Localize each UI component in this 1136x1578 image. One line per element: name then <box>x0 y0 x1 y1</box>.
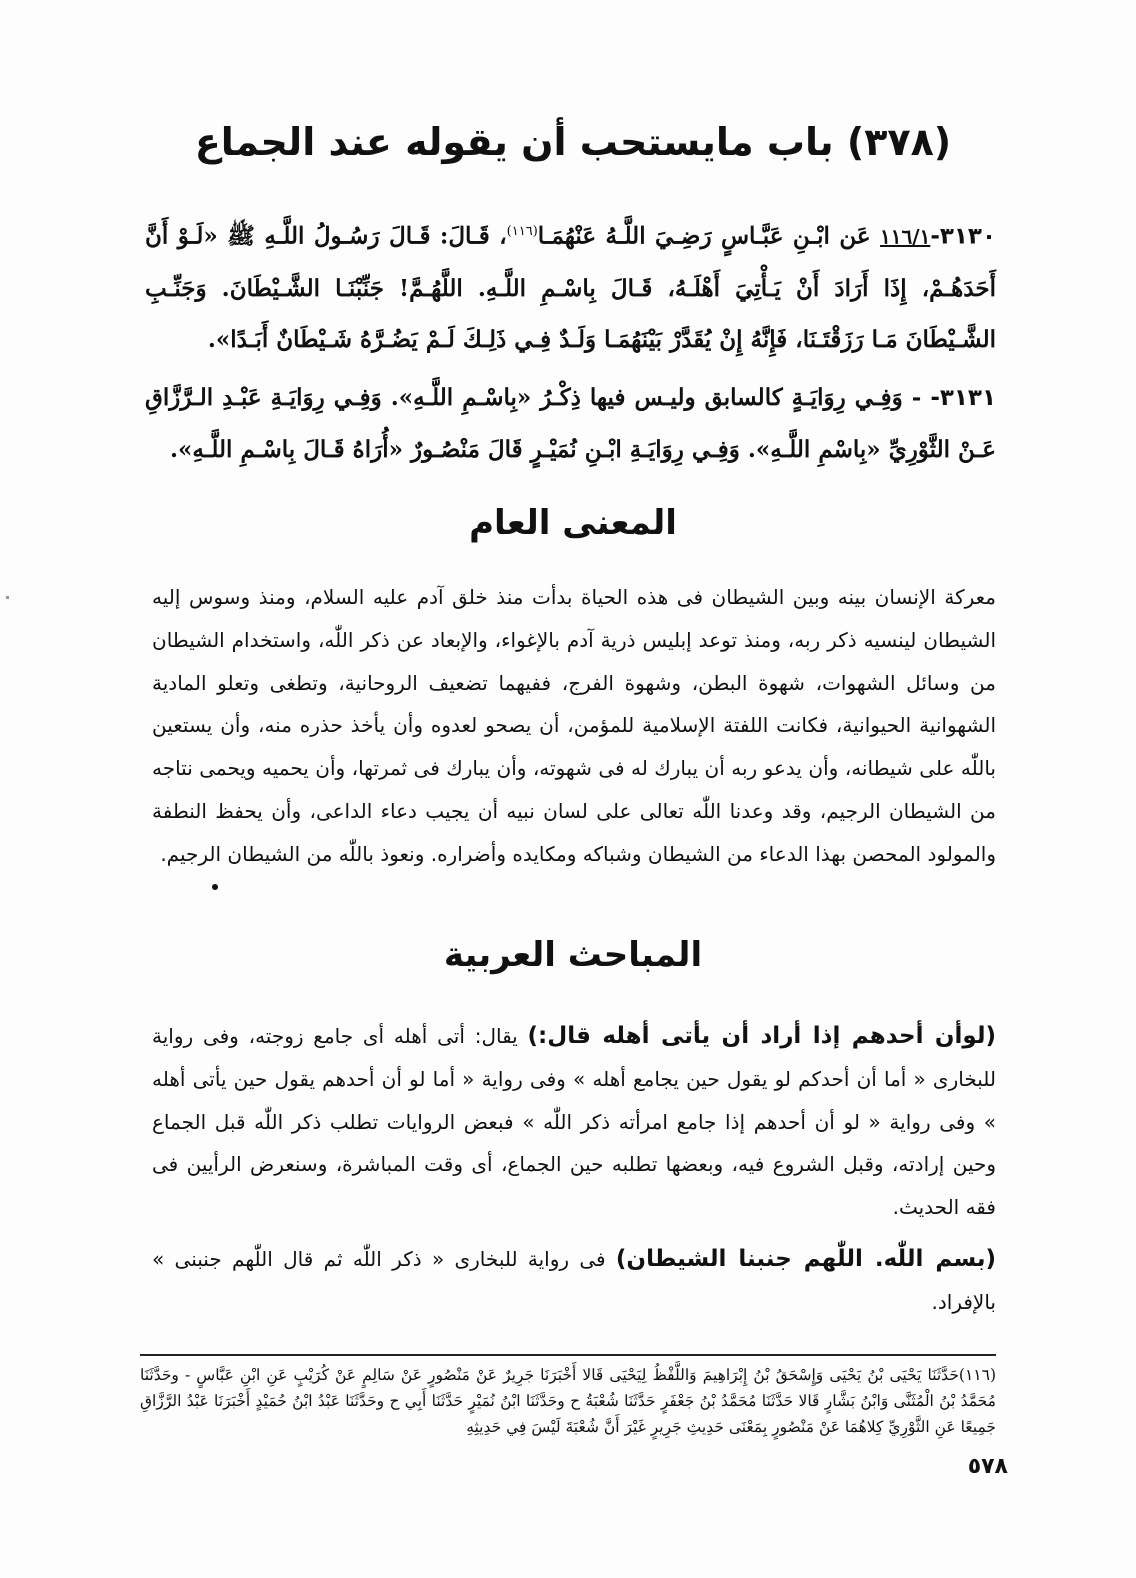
hadith-text-continued: ، قَـالَ: قَـالَ رَسُـولُ اللَّـهِ ﷺ «لَـوْ أَنَّ أَحَدَهُـمْ، إِذَا أَرَادَ أَنْ يَـأْتِيَ أَهْلَـهُ، قَـالَ بِاسْـمِ اللَّـهِ. اللَّهُـمَّ! جَنِّبْنَـا الشَّـيْطَانَ. وَجَنِّـبِ الشَّـيْطَانَ مَـا رَزَقْتَـنَا، فَإِنَّهُ إِنْ يُقَدَّرْ بَيْنَهُمَـا وَلَـدٌ فِـي ذَلِـكَ لَـمْ يَضُـرَّهُ شَـيْطَانٌ أَبَـدًا». <box>145 222 996 353</box>
section-title-general-meaning: المعنى العام <box>469 503 677 543</box>
hadith-text: - وَفِـي رِوَايَـةٍ كالسابق وليـس فيها ذِكْـرُ «بِاسْـمِ اللَّـهِ». وَفِـي رِوَايَـةِ عَبْـدِ الـرَّزَّاقِ عَـنْ الثَّوْرِيِّ «بِاسْمِ اللَّـهِ». وَفِـي رِوَايَـةِ ابْـنِ نُمَيْـرٍ قَالَ مَنْصُـورٌ «أُرَاهُ قَـالَ بِاسْـمِ اللَّـهِ». <box>145 384 996 463</box>
paragraph-lead: (بسم اللّٰه. اللّٰهم جنبنا الشيطان) <box>615 1246 996 1272</box>
footnote-divider <box>140 1354 996 1356</box>
hadith-text: عَن ابْـنِ عَبَّـاسٍ رَضِـيَ اللَّـهُ عَنْهُمَـا <box>537 222 871 250</box>
hadith-number: ٣١٣١- <box>930 385 997 411</box>
footnote-marker[interactable]: (١١٦) <box>506 224 538 239</box>
stray-dot <box>212 884 218 890</box>
arabic-studies-paragraph-2 <box>152 1238 996 1324</box>
paragraph-body: يقال: أتى أهله أى جامع زوجته، وفى رواية للبخارى « أما أن أحدكم لو يقول حين يجامع أهله » وفى رواية « أما لو أن أحدهم يقول حين يأتى أهله » وفى رواية « لو أن أحدهم إذا جامع امرأته ذكر اللّٰه » فبعض الروايات تطلب ذكر اللّٰه قبل الجماع وحين إرادته، وقبل الشروع فيه، وبعضها تطلبه حين الجماع، أى وقت المباشرة، وسنعرض الرأيين فى فقه الحديث. <box>152 1024 996 1220</box>
section-title-arabic-studies: المباحث العربية <box>443 935 703 975</box>
margin-mark <box>6 596 9 599</box>
hadith-reference: ١١٦/١ <box>880 224 931 249</box>
arabic-studies-paragraph-1 <box>152 1015 996 1229</box>
general-meaning-paragraph: معركة الإنسان بينه وبين الشيطان فى هذه الحياة بدأت منذ خلق آدم عليه السلام، ومنذ وسوس إليه الشيطان لينسيه ذكر ربه، ومنذ توعد إبليس ذرية آدم بالإغواء، والإبعاد عن ذكر اللّٰه، واستخدام الشيطان من وسائل الشهوات، شهوة البطن، وشهوة الفرج، ففيهما تضعيف الروحانية، وتطغى وتعلو المادية الشهوانية الحيوانية، فكانت اللفتة الإسلامية للمؤمن، أن يصحو لعدوه وأن يأخذ حذره منه، وأن يستعين باللّٰه على شيطانه، وأن يدعو ربه أن يبارك له فى شهوته، وأن يبارك فى ثمرتها، وأن يحميه ويحمى نتاجه من الشيطان الرجيم، وقد وعدنا اللّٰه تعالى على لسان نبيه أن يجيب دعاء الداعى، وأن يحفظ النطفة والمولود المحصن بهذا الدعاء من الشيطان وشباكه ومكايده وأضراره. ونعوذ باللّٰه من الشيطان الرجيم. <box>152 585 996 866</box>
paragraph-body: فى رواية للبخارى « ذكر اللّٰه ثم قال اللّٰهم جنبنى » بالإفراد. <box>152 1247 996 1314</box>
chapter-title: (٣٧٨) باب مايستحب أن يقوله عند الجماع <box>194 120 952 164</box>
hadith-3131 <box>145 372 996 475</box>
footnote-116: (١١٦)حَدَّثَنَا يَحْيَى بْنُ يَحْيَى وَإِسْحَقُ بْنُ إِبْرَاهِيمَ وَاللَّفْظُ لِيَحْيَى قَالا أَخْبَرَنَا جَرِيرٌ عَنْ مَنْصُورٍ عَنْ سَالِمٍ عَنْ كُرَيْبٍ عَنِ ابْنِ عَبَّاسٍ - وحَدَّثَنَا مُحَمَّدُ بْنُ الْمُثَنَّى وَابْنُ بَشَّارٍ قَالا حَدَّثَنَا مُحَمَّدُ بْنُ جَعْفَرٍ حَدَّثَنَا شُعْبَةُ ح وحَدَّثَنَا ابْنُ نُمَيْرٍ حَدَّثَنَا أَبِي ح وحَدَّثَنَا عَبْدُ ابْنُ حُمَيْدٍ أَخْبَرَنَا عَبْدُ الرَّزَّاقِ جَمِيعًا عَنِ الثَّوْرِيِّ كِلاهُمَا عَنْ مَنْصُورٍ بِمَعْنَى حَدِيثِ جَرِيرٍ غَيْرَ أَنَّ شُعْبَةَ لَيْسَ فِي حَدِيثِهِ <box>140 1366 996 1436</box>
page-number: ٥٧٨ <box>967 1454 1008 1479</box>
paragraph-lead: (لوأن أحدهم إذا أراد أن يأتى أهله قال:) <box>527 1023 997 1049</box>
hadith-3130 <box>145 206 996 365</box>
hadith-number: ٣١٣٠- <box>930 223 997 250</box>
